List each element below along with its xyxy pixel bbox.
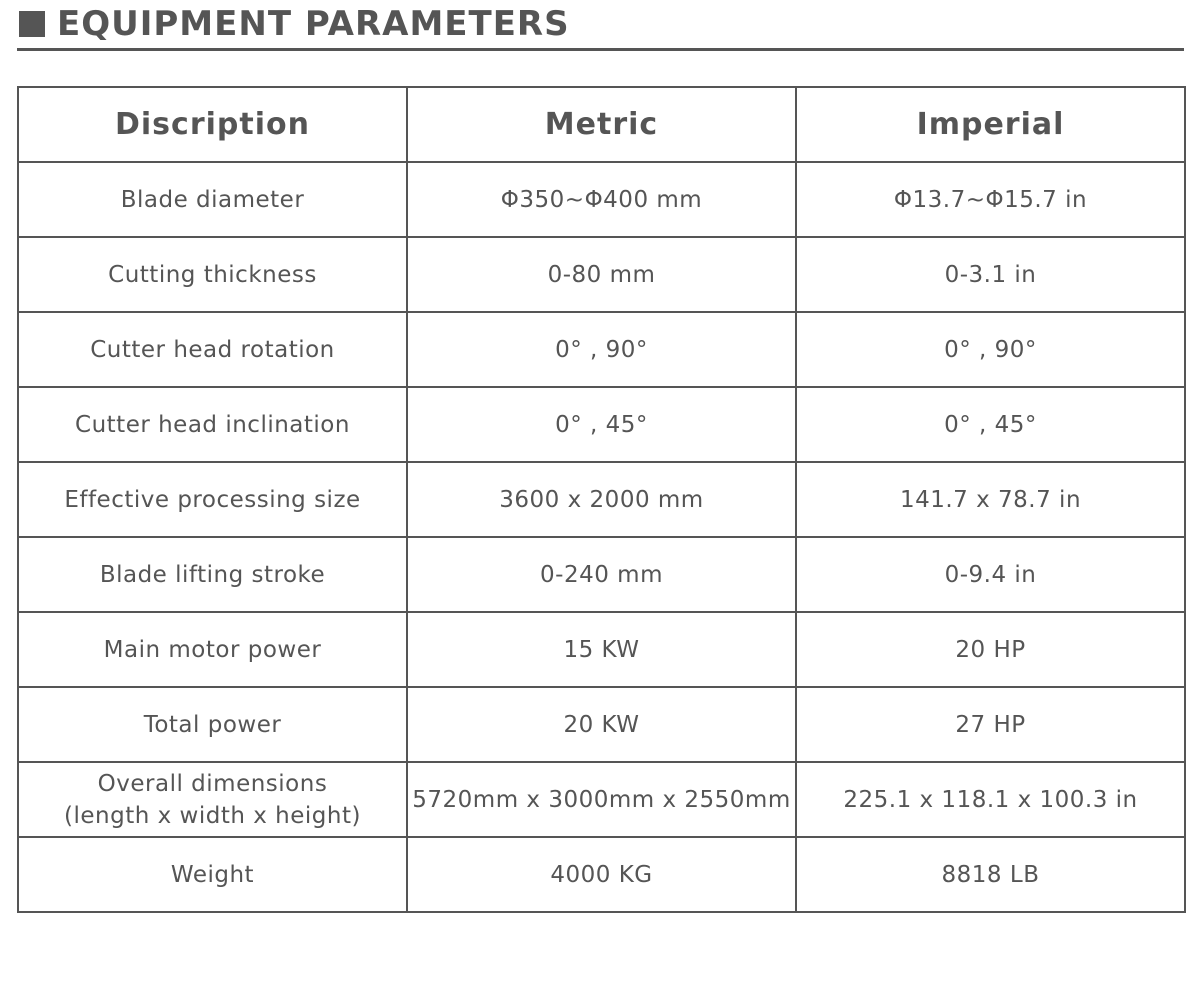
- cell-description: [18, 762, 407, 837]
- cell-description: Cutting thickness: [18, 237, 407, 312]
- cell-imperial: 225.1 x 118.1 x 100.3 in: [796, 762, 1185, 837]
- column-header-description: Discription: [18, 87, 407, 162]
- cell-metric: 4000 KG: [407, 837, 796, 912]
- cell-description: Blade diameter: [18, 162, 407, 237]
- table-row: [18, 762, 1185, 837]
- table-row: [18, 537, 1185, 612]
- cell-description: Blade lifting stroke: [18, 537, 407, 612]
- cell-metric: 3600 x 2000 mm: [407, 462, 796, 537]
- cell-metric: Φ350~Φ400 mm: [407, 162, 796, 237]
- cell-imperial: 141.7 x 78.7 in: [796, 462, 1185, 537]
- cell-metric: 5720mm x 3000mm x 2550mm: [407, 762, 796, 837]
- table-row: [18, 162, 1185, 237]
- cell-metric: 0-240 mm: [407, 537, 796, 612]
- cell-description: Cutter head rotation: [18, 312, 407, 387]
- table-row: [18, 387, 1185, 462]
- column-header-imperial: Imperial: [796, 87, 1185, 162]
- cell-imperial: 0° , 90°: [796, 312, 1185, 387]
- cell-imperial: 0° , 45°: [796, 387, 1185, 462]
- cell-description: Main motor power: [18, 612, 407, 687]
- cell-metric: 15 KW: [407, 612, 796, 687]
- cell-metric: 20 KW: [407, 687, 796, 762]
- table-header-row: [18, 87, 1185, 162]
- cell-description: Weight: [18, 837, 407, 912]
- cell-description-line1: Overall dimensions: [97, 770, 328, 797]
- table-row: [18, 237, 1185, 312]
- page-title: EQUIPMENT PARAMETERS: [57, 4, 570, 44]
- cell-description: Cutter head inclination: [18, 387, 407, 462]
- table-row: [18, 462, 1185, 537]
- cell-description: Effective processing size: [18, 462, 407, 537]
- cell-metric: 0-80 mm: [407, 237, 796, 312]
- parameters-table: [17, 86, 1186, 913]
- table-row: [18, 612, 1185, 687]
- cell-metric: 0° , 90°: [407, 312, 796, 387]
- cell-imperial: Φ13.7~Φ15.7 in: [796, 162, 1185, 237]
- page-header: [17, 0, 1184, 52]
- cell-description: Total power: [18, 687, 407, 762]
- cell-description-line2: (length x width x height): [64, 802, 361, 829]
- table-row: [18, 837, 1185, 912]
- cell-imperial: 0-9.4 in: [796, 537, 1185, 612]
- table-row: [18, 687, 1185, 762]
- table-row: [18, 312, 1185, 387]
- header-divider: [17, 48, 1184, 51]
- cell-imperial: 20 HP: [796, 612, 1185, 687]
- cell-imperial: 8818 LB: [796, 837, 1185, 912]
- cell-imperial: 0-3.1 in: [796, 237, 1185, 312]
- cell-imperial: 27 HP: [796, 687, 1185, 762]
- cell-metric: 0° , 45°: [407, 387, 796, 462]
- column-header-metric: Metric: [407, 87, 796, 162]
- header-square-icon: [19, 11, 45, 37]
